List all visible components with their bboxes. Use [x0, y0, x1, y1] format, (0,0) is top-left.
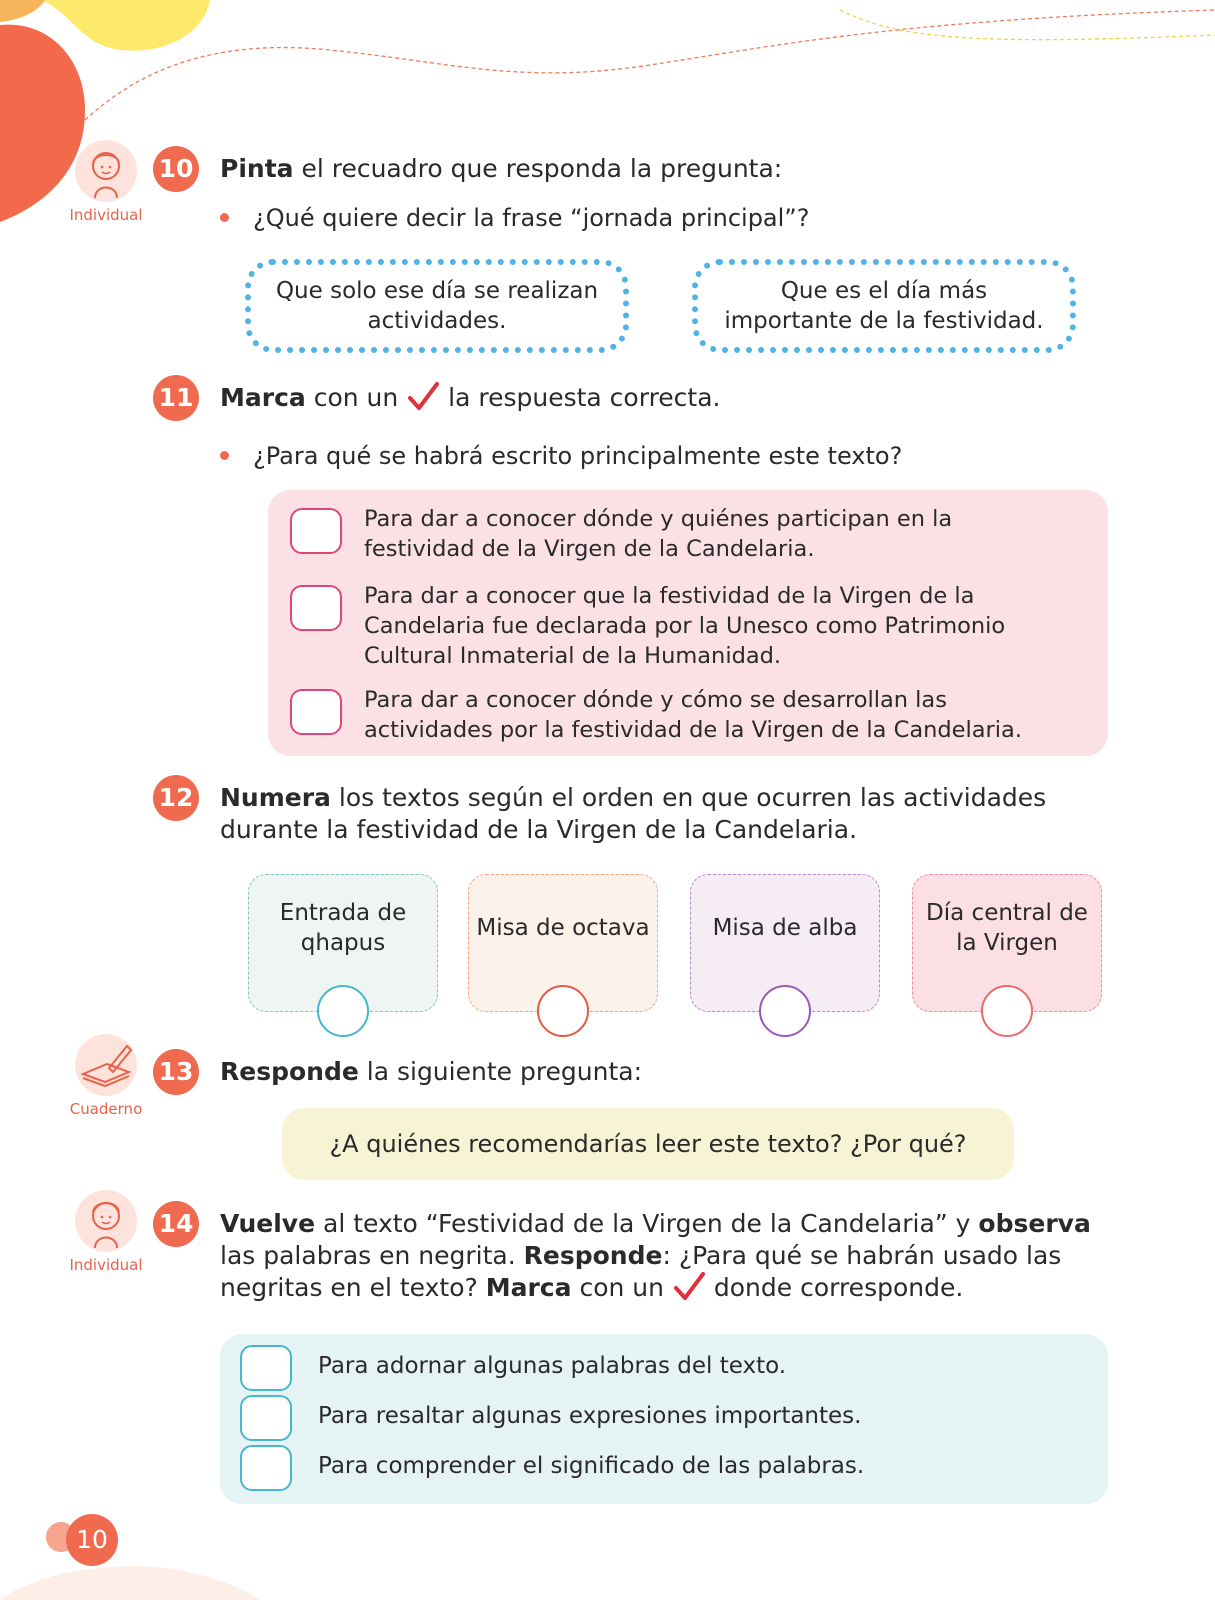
q11-verb: Marca [220, 383, 306, 412]
q12-order-circle-4[interactable] [981, 985, 1033, 1037]
check-icon [406, 382, 440, 412]
question-number-13: 13 [153, 1049, 199, 1095]
q10-option-1[interactable]: Que solo ese día se realizan actividades. [245, 259, 629, 353]
page-number: 10 [66, 1514, 118, 1566]
q14-option-text: Para adornar algunas palabras del texto. [318, 1353, 787, 1379]
role-label: Individual [69, 206, 143, 224]
role-individual [56, 140, 156, 224]
role-individual [56, 1190, 156, 1274]
role-label: Cuaderno [69, 1100, 143, 1118]
q10-option-2[interactable]: Que es el día más importante de la festividad. [692, 259, 1076, 353]
q12-card-1: Entrada de qhapus [248, 874, 438, 1012]
q14-verb-marca: Marca [485, 1273, 572, 1302]
q14-checkbox-1[interactable] [240, 1345, 292, 1391]
q12-card-4: Día central de la Virgen [912, 874, 1102, 1012]
bottom-decor [0, 1560, 300, 1600]
q11-option-text: Para dar a conocer que la festividad de la Virgen de la Candelaria fue declarada por la Unesco como Patrimonio Cultural Inmaterial de la Humanidad. [364, 583, 1006, 669]
q12-verb: Numera [220, 783, 331, 812]
question-number-14: 14 [153, 1201, 199, 1247]
q14-option-2 [240, 1395, 1040, 1443]
q10-instruction [220, 153, 782, 185]
student-boy-icon [75, 1190, 137, 1252]
q14-text: las palabras en negrita. [220, 1241, 524, 1270]
q13-instruction [220, 1056, 642, 1088]
q14-checkbox-3[interactable] [240, 1445, 292, 1491]
q11-instruction-mid: con un [305, 383, 407, 412]
q13-instruction-text: la siguiente pregunta: [358, 1057, 643, 1086]
q11-question-text: ¿Para qué se habrá escrito principalmente este texto? [253, 442, 903, 470]
q12-instruction-text: los textos según el orden en que ocurren las actividades durante la festividad de la Virgen de la Candelaria. [220, 783, 1047, 844]
q12-instruction [220, 782, 1060, 846]
bullet-icon [220, 451, 229, 460]
q14-text: donde corresponde. [705, 1273, 964, 1302]
q14-verb-responde: Responde [523, 1241, 663, 1270]
q10-question [220, 203, 809, 233]
q11-checkbox-2[interactable] [290, 585, 342, 631]
student-girl-icon [75, 140, 137, 202]
q13-verb: Responde [220, 1057, 359, 1086]
bullet-icon [220, 213, 229, 222]
q11-instruction [220, 382, 721, 414]
q13-question-box: ¿A quiénes recomendarías leer este texto? ¿Por qué? [282, 1108, 1014, 1180]
role-label: Individual [69, 1256, 143, 1274]
question-number-10: 10 [153, 146, 199, 192]
q11-checkbox-1[interactable] [290, 508, 342, 554]
q14-option-text: Para resaltar algunas expresiones importantes. [318, 1403, 862, 1429]
q14-option-3 [240, 1445, 1040, 1493]
q14-option-1 [240, 1345, 1040, 1393]
q10-verb: Pinta [220, 154, 294, 183]
q14-option-text: Para comprender el significado de las palabras. [318, 1453, 865, 1479]
q12-order-circle-3[interactable] [759, 985, 811, 1037]
question-number-11: 11 [153, 375, 199, 421]
q10-instruction-text: el recuadro que responda la pregunta: [293, 154, 783, 183]
q14-text: : ¿Para qué se habrán usado las negritas en el texto? [220, 1241, 1062, 1302]
q11-option-text: Para dar a conocer dónde y quiénes participan en la festividad de la Virgen de la Candelaria. [364, 506, 953, 562]
q14-checkbox-2[interactable] [240, 1395, 292, 1441]
q14-verb-observa: observa [978, 1209, 1091, 1238]
q12-order-circle-1[interactable] [317, 985, 369, 1037]
q14-text: con un [571, 1273, 672, 1302]
notebook-pencil-icon [75, 1034, 137, 1096]
question-number-12: 12 [153, 775, 199, 821]
q11-question [220, 441, 902, 471]
check-icon [672, 1272, 706, 1302]
q14-instruction [220, 1208, 1100, 1304]
q14-text: al texto “Festividad de la Virgen de la Candelaria” y [315, 1209, 979, 1238]
q11-option-text: Para dar a conocer dónde y cómo se desarrollan las actividades por la festividad de la Virgen de la Candelaria. [364, 687, 1022, 743]
role-cuaderno [56, 1034, 156, 1118]
q11-checkbox-3[interactable] [290, 689, 342, 735]
q14-verb-vuelve: Vuelve [220, 1209, 316, 1238]
q12-card-3: Misa de alba [690, 874, 880, 1012]
q10-question-text: ¿Qué quiere decir la frase “jornada principal”? [253, 204, 810, 232]
q12-card-2: Misa de octava [468, 874, 658, 1012]
q12-order-circle-2[interactable] [537, 985, 589, 1037]
q11-instruction-text: la respuesta correcta. [440, 383, 721, 412]
